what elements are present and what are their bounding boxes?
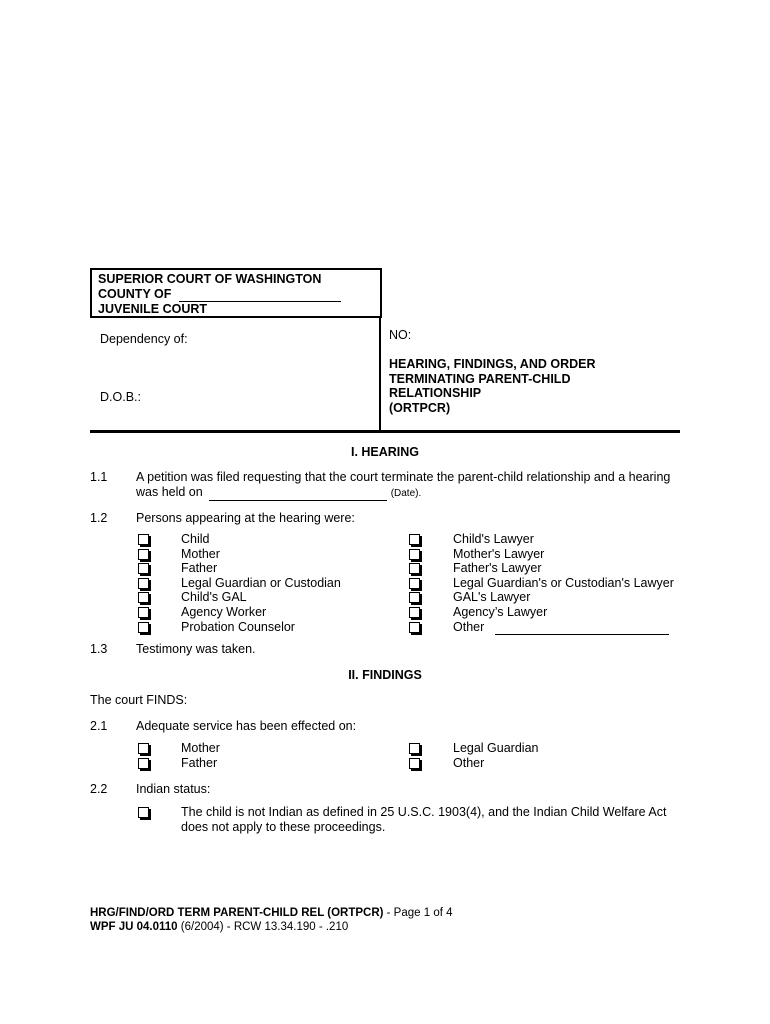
checkbox-label: Father	[181, 755, 218, 770]
not-indian-line1: The child is not Indian as defined in 25 U.S.C. 1903(4), and the Indian Child Welfare Act	[181, 805, 667, 819]
checkbox-label: GAL's Lawyer	[453, 590, 531, 605]
footer-page-number: - Page 1 of 4	[383, 907, 453, 919]
item-number: 1.3	[90, 642, 108, 656]
other-person-field[interactable]	[495, 622, 669, 635]
caption-rule	[90, 430, 680, 433]
item-1-1-text: A petition was filed requesting that the court terminate the parent-child relationship and a hearing	[136, 470, 671, 484]
item-number: 1.2	[90, 511, 108, 525]
checkbox[interactable]	[138, 758, 149, 769]
checkbox-label: Other	[453, 619, 485, 634]
footer-form-title: HRG/FIND/ORD TERM PARENT-CHILD REL (ORTPCR)	[90, 907, 384, 919]
checkbox-label: Child	[181, 532, 210, 546]
checkbox-label: Child's Lawyer	[453, 532, 534, 546]
document-title	[389, 357, 596, 415]
checkbox-label: Child's GAL	[181, 590, 247, 605]
title-line: RELATIONSHIP	[389, 386, 482, 400]
checkbox[interactable]	[138, 622, 149, 633]
checkbox-label: Probation Counselor	[181, 619, 295, 634]
checkbox-label: Mother's Lawyer	[453, 546, 545, 561]
item-1-2-text: Persons appearing at the hearing were:	[136, 511, 355, 525]
checkbox-label: Mother	[181, 741, 220, 755]
checkbox-label: Legal Guardian or Custodian	[181, 575, 341, 590]
checkbox-label: Other	[453, 755, 485, 770]
section-heading-hearing: I. HEARING	[350, 445, 420, 459]
checkbox[interactable]	[138, 592, 149, 603]
checkbox-label: Mother	[181, 546, 220, 561]
footer-rcw: (6/2004) - RCW 13.34.190 - .210	[177, 921, 349, 933]
checkbox-label: Legal Guardian's or Custodian's Lawyer	[453, 575, 674, 590]
checkbox[interactable]	[409, 622, 420, 633]
checkbox[interactable]	[138, 549, 149, 560]
date-label: (Date).	[390, 488, 422, 499]
item-1-1-line2	[136, 485, 421, 501]
checkbox[interactable]	[138, 563, 149, 574]
checkbox[interactable]	[409, 607, 420, 618]
county-field[interactable]	[179, 289, 341, 302]
checkbox-label: Father	[181, 561, 218, 576]
not-indian-line2: does not apply to these proceedings.	[181, 820, 386, 834]
hearing-date-prefix: was held on	[136, 485, 203, 499]
dob-label: D.O.B.:	[100, 390, 141, 404]
footer-form-code: WPF JU 04.0110	[90, 921, 178, 933]
checkbox[interactable]	[409, 758, 420, 769]
checkbox[interactable]	[409, 592, 420, 603]
item-number: 2.2	[90, 782, 108, 796]
checkbox[interactable]	[409, 534, 420, 545]
hearing-date-field[interactable]	[209, 488, 387, 501]
footer-line-1	[90, 906, 453, 920]
checkbox[interactable]	[409, 549, 420, 560]
section-heading-findings: II. FINDINGS	[348, 668, 422, 682]
findings-intro: The court FINDS:	[90, 693, 188, 707]
county-label: COUNTY OF	[98, 287, 172, 301]
checkbox[interactable]	[138, 607, 149, 618]
caption-divider	[379, 316, 381, 430]
item-number: 1.1	[90, 470, 108, 484]
title-line: HEARING, FINDINGS, AND ORDER	[389, 357, 596, 371]
checkbox-label: Agency’s Lawyer	[453, 605, 548, 619]
checkbox[interactable]	[409, 743, 420, 754]
title-line: TERMINATING PARENT-CHILD	[389, 371, 571, 386]
county-line	[98, 287, 341, 302]
case-no-label: NO:	[389, 328, 412, 342]
item-2-1-text: Adequate service has been effected on:	[136, 719, 357, 733]
court-name: SUPERIOR COURT OF WASHINGTON	[98, 272, 322, 286]
court-caption-box	[90, 268, 382, 318]
checkbox[interactable]	[409, 563, 420, 574]
checkbox[interactable]	[409, 578, 420, 589]
checkbox[interactable]	[138, 534, 149, 545]
footer-line-2	[90, 920, 453, 934]
checkbox-label: Agency Worker	[181, 605, 267, 619]
item-1-3-text: Testimony was taken.	[136, 642, 256, 656]
juvenile-court-label: JUVENILE COURT	[98, 302, 208, 316]
dependency-label: Dependency of:	[100, 332, 188, 346]
title-line: (ORTPCR)	[389, 400, 451, 415]
checkbox-label: Father's Lawyer	[453, 561, 542, 576]
page-footer	[90, 906, 453, 934]
item-2-2-text: Indian status:	[136, 782, 211, 796]
item-number: 2.1	[90, 719, 108, 733]
checkbox-not-indian[interactable]	[138, 807, 149, 818]
checkbox-label: Legal Guardian	[453, 741, 539, 755]
checkbox[interactable]	[138, 578, 149, 589]
checkbox[interactable]	[138, 743, 149, 754]
